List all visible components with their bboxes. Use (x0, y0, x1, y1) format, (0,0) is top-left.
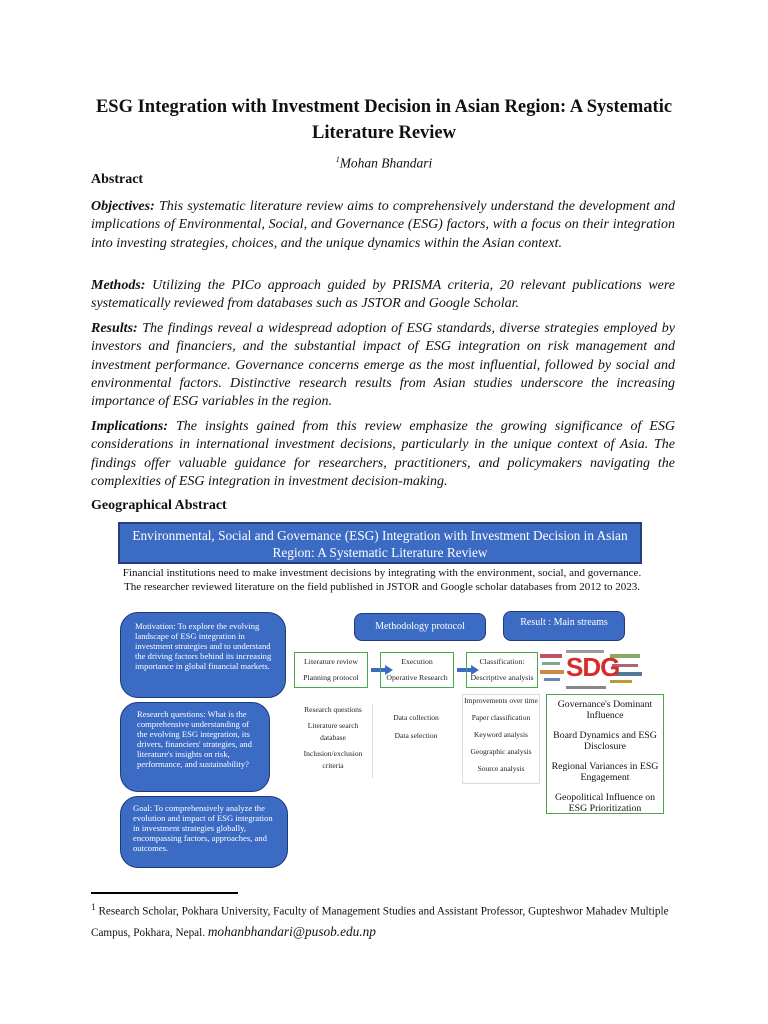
implications-paragraph (91, 418, 675, 491)
goal-bubble: Goal: To comprehensively analyze the evolution and impact of ESG integration in investment strategies globally, encompassing factors, approaches, and outcomes. (120, 796, 288, 868)
step-top: Literature review (304, 657, 358, 666)
paper-title: ESG Integration with Investment Decision in Asian Region: A Systematic Literature Review (95, 97, 673, 143)
figure-intro: Financial institutions need to make investment decisions by integrating with the environment, social, and governance. The researcher reviewed literature on the field published in JSTOR and Google scholar databases from 2012 to 2023. (122, 567, 642, 593)
footnote (91, 898, 681, 943)
step-bottom: Planning protocol (303, 673, 359, 682)
objectives-text: This systematic literature review aims to comprehensively understand the development and implications of Environmental, Social, and Governance (ESG) factors, with a focus on their integration into investing strategies, choices, and the unique dynamics within the Asian context. (91, 199, 676, 251)
step-top: Classification: (479, 657, 525, 666)
result-item: Governance's Dominant Influence (557, 699, 653, 721)
footnote-text: Research Scholar, Pokhara University, Faculty of Management Studies and Assistant Professor, Gupteshwor Mahadev Multiple Campus, Pokhara, Nepal. (91, 905, 669, 939)
author-line (0, 155, 768, 172)
result-item: Board Dynamics and ESG Disclosure (553, 730, 657, 752)
sdg-word: SDG (566, 652, 620, 682)
method-item: Keyword analysis (474, 730, 528, 739)
methodology-protocol-pill: Methodology protocol (354, 613, 486, 641)
method-item: Geographic analysis (470, 747, 532, 756)
step-bottom: Descriptive analysis (470, 673, 534, 682)
results-paragraph (91, 320, 675, 411)
author-email[interactable]: mohanbhandari@pusob.edu.np (207, 923, 376, 939)
footnote-rule (91, 892, 238, 894)
geographical-abstract-heading: Geographical Abstract (91, 498, 227, 513)
footnote-mark: 1 (91, 903, 96, 913)
author-name: Mohan Bhandari (339, 155, 433, 171)
method-item: Data selection (394, 731, 438, 740)
methods-column-2 (380, 712, 452, 742)
implications-text: The insights gained from this review emphasize the growing significance of ESG considerations in international investment decisions, particularly in the unique context of Asia. The findings offer valuable guidance for researchers, practitioners, and policymakers navigating the complexities of ESG integration in investment decision-making. (91, 419, 675, 489)
methods-label: Methods: (91, 278, 146, 293)
figure-banner: Environmental, Social and Governance (ESG) Integration with Investment Decision in Asian Region: A Systematic Literature Review (118, 522, 642, 564)
step-box-literature-review (294, 652, 368, 688)
method-item: Research questions (304, 705, 362, 714)
implications-label: Implications: (91, 419, 169, 434)
results-label: Results: (91, 321, 138, 336)
methods-column-1 (294, 704, 373, 778)
result-item: Geopolitical Influence on ESG Prioritization (554, 792, 656, 814)
results-main-streams-box (546, 694, 664, 814)
step-box-execution (380, 652, 454, 688)
results-text: The findings reveal a widespread adoption of ESG standards, diverse strategies employed by investors and financiers, and the substantial impact of ESG integration on risk management and investment performance. Governance concerns emerge as the most influential, followed by social and environmental factors. Distinctive research results from Asian studies underscore the increasing importance of ESG variables in the region. (91, 321, 675, 410)
result-main-streams-pill: Result : Main streams (503, 611, 625, 641)
step-bottom: Operative Research (386, 673, 448, 682)
method-item: Data collection (393, 713, 439, 722)
step-box-classification (466, 652, 538, 688)
method-item: Improvements over time (464, 696, 538, 705)
method-item: Literature search database (307, 721, 359, 742)
methods-paragraph (91, 277, 675, 314)
geographical-abstract-figure (118, 522, 659, 874)
method-item: Source analysis (477, 764, 525, 773)
objectives-label: Objectives: (91, 199, 155, 214)
methods-column-3 (462, 694, 540, 784)
sdg-word-cloud (538, 646, 646, 694)
methods-text: Utilizing the PICo approach guided by PRISMA criteria, 20 relevant publications were systematically reviewed from databases such as JSTOR and Google Scholar. (91, 278, 676, 312)
method-item: Inclusion/exclusion criteria (303, 749, 363, 770)
objectives-paragraph (91, 198, 675, 253)
research-questions-bubble: Research questions: What is the comprehensive understanding of the evolving ESG integration, its drivers, financiers' strategies, and literature's insights on risk, performance, and sustainability? (120, 702, 270, 792)
method-item: Paper classification (471, 713, 531, 722)
step-top: Execution (401, 657, 433, 666)
result-item: Regional Variances in ESG Engagement (551, 761, 659, 783)
motivation-bubble: Motivation: To explore the evolving landscape of ESG integration in investment strategies and to understand the driving factors behind its increasing importance in global financial markets. (120, 612, 286, 698)
author-mark: 1 (335, 155, 340, 164)
abstract-heading: Abstract (91, 172, 144, 187)
